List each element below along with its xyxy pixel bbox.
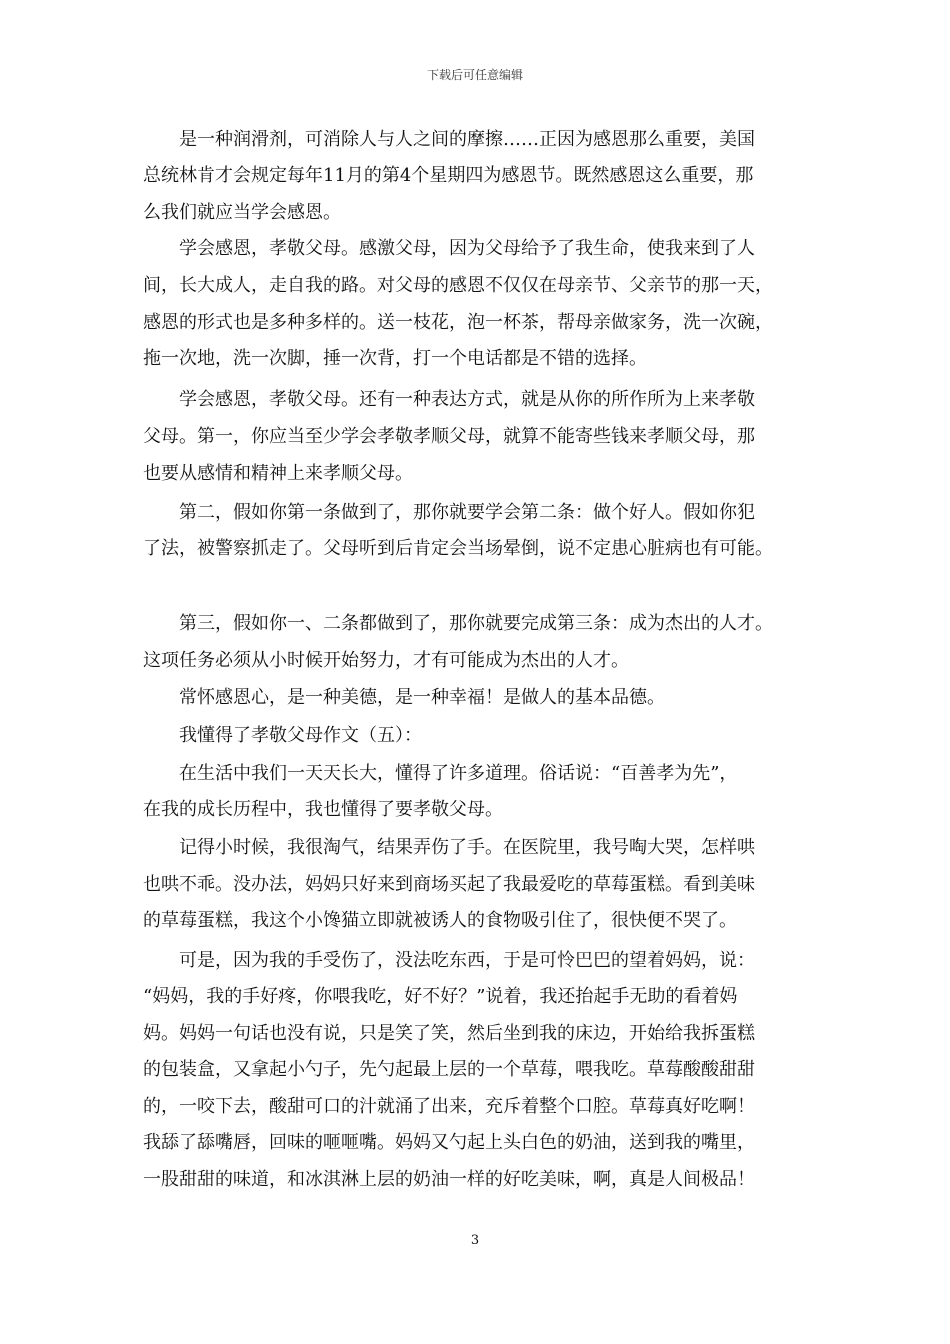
page-header: 下载后可任意编辑 (426, 68, 523, 82)
page-number: 3 (470, 1233, 480, 1248)
text-line: 也要从感情和精神上来孝顺父母。 (143, 463, 413, 484)
text-line: 妈。妈妈一句话也没有说，只是笑了笑，然后坐到我的床边，开始给我拆蛋糕 (143, 1023, 755, 1044)
text-line: 也哄不乖。没办法，妈妈只好来到商场买起了我最爱吃的草莓蛋糕。看到美味 (143, 874, 755, 895)
text-line: 么我们就应当学会感恩。 (143, 202, 341, 223)
text-line: 的，一咬下去，酸甜可口的汁就涌了出来，充斥着整个口腔。草莓真好吃啊！ (143, 1096, 755, 1117)
text-line: 我舔了舔嘴唇，回味的咂咂嘴。妈妈又勺起上头白色的奶油，送到我的嘴里， (143, 1132, 755, 1153)
text-line: 记得小时候，我很淘气，结果弄伤了手。在医院里，我号啕大哭，怎样哄 (143, 837, 755, 858)
text-line: 的草莓蛋糕，我这个小馋猫立即就被诱人的食物吸引住了，很快便不哭了。 (143, 910, 737, 931)
text-line: 的包装盒，又拿起小勺子，先勺起最上层的一个草莓，喂我吃。草莓酸酸甜甜 (143, 1059, 755, 1080)
text-line: 学会感恩，孝敬父母。还有一种表达方式，就是从你的所作所为上来孝敬 (143, 389, 755, 410)
text-line: 间，长大成人，走自我的路。对父母的感恩不仅仅在母亲节、父亲节的那一天， (143, 275, 773, 296)
text-line: 在我的成长历程中，我也懂得了要孝敬父母。 (143, 799, 503, 820)
text-line: 了法，被警察抓走了。父母听到后肯定会当场晕倒，说不定患心脏病也有可能。 (143, 538, 773, 559)
text-line: 一股甜甜的味道，和冰淇淋上层的奶油一样的好吃美味，啊，真是人间极品！ (143, 1169, 755, 1190)
text-line: 第二，假如你第一条做到了，那你就要学会第二条：做个好人。假如你犯 (143, 502, 755, 523)
text-line: 父母。第一，你应当至少学会孝敬孝顺父母，就算不能寄些钱来孝顺父母，那 (143, 426, 755, 447)
text-line: 总统林肯才会规定每年11月的第4个星期四为感恩节。既然感恩这么重要，那 (143, 165, 754, 186)
text-line: 是一种润滑剂，可消除人与人之间的摩擦……正因为感恩那么重要，美国 (143, 129, 755, 150)
text-line: 感恩的形式也是多种多样的。送一枝花，泡一杯茶，帮母亲做家务，洗一次碗， (143, 312, 773, 333)
text-line: 常怀感恩心，是一种美德，是一种幸福！是做人的基本品德。 (143, 687, 665, 708)
text-line: 第三，假如你一、二条都做到了，那你就要完成第三条：成为杰出的人才。 (143, 613, 773, 634)
text-line: 在生活中我们一天天长大，懂得了许多道理。俗话说：“百善孝为先”， (143, 763, 738, 784)
text-line: 我懂得了孝敬父母作文（五）： (143, 725, 422, 746)
text-line: 拖一次地，洗一次脚，捶一次背，打一个电话都是不错的选择。 (143, 348, 647, 369)
text-line: 这项任务必须从小时候开始努力，才有可能成为杰出的人才。 (143, 650, 629, 671)
text-line: 可是，因为我的手受伤了，没法吃东西，于是可怜巴巴的望着妈妈，说： (143, 950, 755, 971)
text-line: “妈妈，我的手好疼，你喂我吃，好不好？”说着，我还抬起手无助的看着妈 (143, 986, 738, 1007)
text-line: 学会感恩，孝敬父母。感激父母，因为父母给予了我生命，使我来到了人 (143, 238, 755, 259)
